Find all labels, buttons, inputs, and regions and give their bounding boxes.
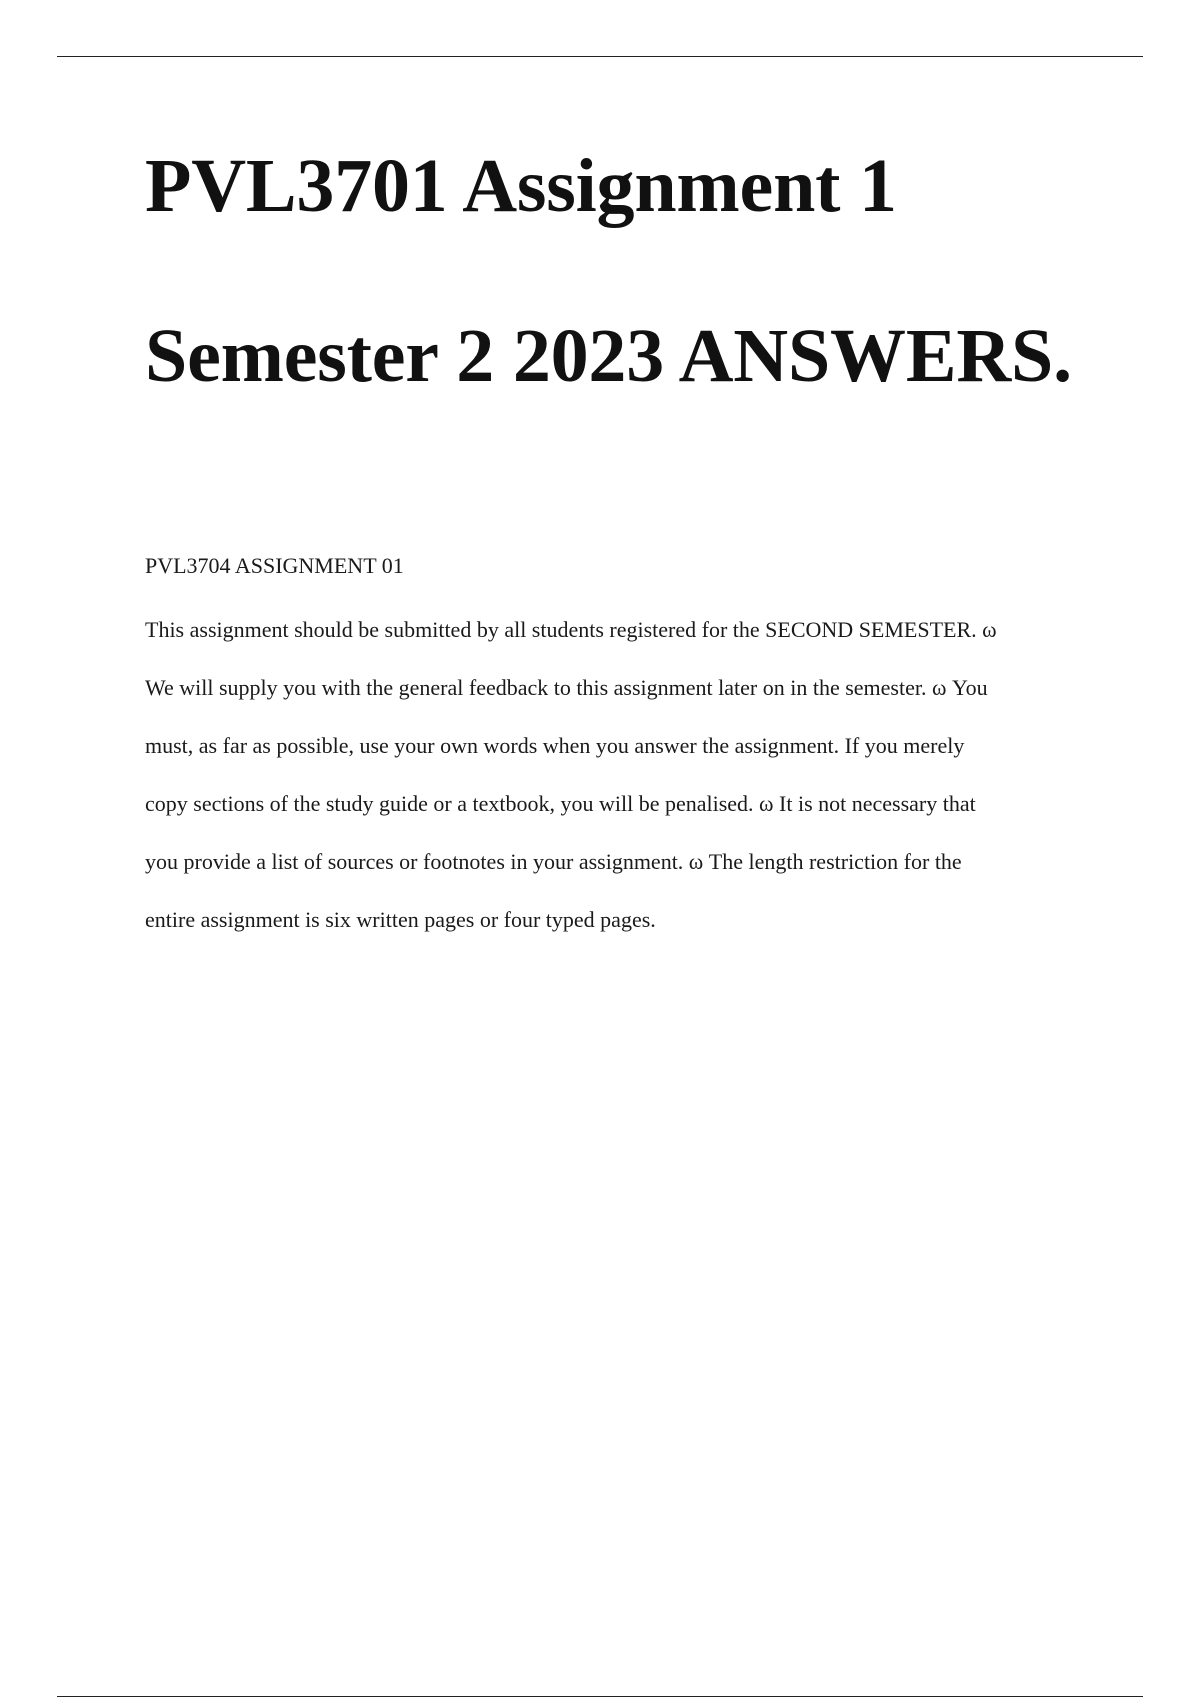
paragraph-line: entire assignment is six written pages or four typed pages. (145, 907, 656, 932)
paragraph-line: This assignment should be submitted by all students registered for the SECOND SEMESTER. ω (145, 617, 997, 642)
bottom-rule (57, 1696, 1143, 1697)
document-title-line-2: Semester 2 2023 ANSWERS. (145, 314, 1072, 398)
paragraph-line: you provide a list of sources or footnotes in your assignment. ω The length restriction for the (145, 849, 962, 874)
paragraph-line: copy sections of the study guide or a textbook, you will be penalised. ω It is not necessary that (145, 791, 976, 816)
paragraph-line: We will supply you with the general feedback to this assignment later on in the semester. ω You (145, 675, 988, 700)
top-rule (57, 56, 1143, 57)
paragraph-line: must, as far as possible, use your own words when you answer the assignment. If you merely (145, 733, 965, 758)
document-title-line-1: PVL3701 Assignment 1 (145, 144, 897, 228)
assignment-subheading: PVL3704 ASSIGNMENT 01 (145, 553, 404, 578)
instructions-paragraph (145, 610, 1090, 958)
